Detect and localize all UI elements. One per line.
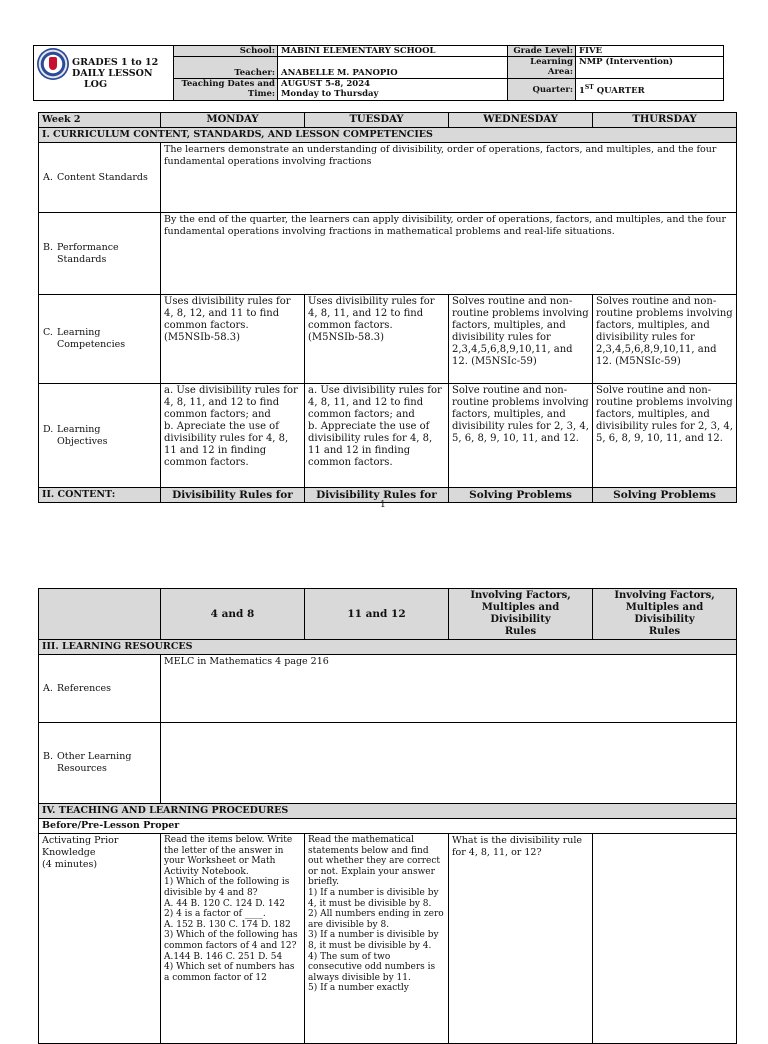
content-standards-label: [39, 143, 161, 213]
learning-competencies-label: [39, 295, 161, 384]
competency-wednesday: Solves routine and non-routine problems involving factors, multiples, and divisibility rules for 2,3,4,5,6,8,9,10,11, and 12. (M5NSIc-59): [449, 295, 593, 384]
content-wednesday: Solving Problems: [449, 488, 593, 503]
learning-objectives-label-line-1: Learning: [57, 423, 101, 435]
learning-competencies-label-line-1: Learning: [57, 327, 101, 338]
teacher-value: ANABELLE M. PANOPIO: [278, 57, 508, 79]
dll-title-line-3: LOG: [84, 79, 108, 90]
content-thursday: Solving Problems: [593, 488, 737, 503]
header-table: [33, 45, 724, 101]
content-tuesday: Divisibility Rules for: [305, 488, 449, 503]
lesson-table-page-2: [38, 588, 737, 1044]
grade-level-label: Grade Level:: [508, 46, 576, 57]
quarter-value: [576, 79, 724, 101]
teacher-label: Teacher:: [174, 57, 278, 79]
content-standards-text: The learners demonstrate an understanding of divisibility, order of operations, factors, and multiples, and the four fundamental operations involving fractions: [161, 143, 737, 213]
content-cont-thursday: Involving Factors, Multiples and Divisibility Rules: [593, 589, 737, 640]
learning-area-label-line-2: Area:: [547, 67, 573, 77]
performance-standards-label-line-2: Standards: [57, 253, 107, 265]
performance-standards-letter: B.: [43, 241, 54, 253]
learning-area-label: [508, 57, 576, 79]
references-label: [39, 655, 161, 723]
learning-competencies-letter: C.: [43, 327, 53, 338]
activating-tuesday: Read the mathematical statements below and find out whether they are correct or not. Explain your answer briefly. 1) If a number is divisible by 4, it must be divisible by 8. 2) All numbers ending in zero are divisible by 8. 3) If a number is divisible by 8, it must be divisible by 4. 4) The sum of two consecutive odd numbers is always divisible by 11. 5) If a number exactly: [305, 834, 449, 1044]
content-cont-wednesday: Involving Factors, Multiples and Divisibility Rules: [449, 589, 593, 640]
learning-competencies-label-line-2: Competencies: [57, 339, 126, 350]
quarter-label: Quarter:: [508, 79, 576, 101]
content-monday: Divisibility Rules for: [161, 488, 305, 503]
references-letter: A.: [43, 682, 53, 694]
other-resources-label: [39, 723, 161, 804]
quarter-suffix: ST: [584, 84, 594, 92]
other-resources-label-line-1: Other Learning: [57, 751, 132, 762]
learning-area-label-line-1: Learning: [530, 57, 573, 67]
performance-standards-label-line-1: Performance: [57, 241, 119, 253]
references-text: MELC in Mathematics 4 page 216: [161, 655, 737, 723]
school-value: MABINI ELEMENTARY SCHOOL: [278, 46, 508, 57]
section-learning-resources: III. LEARNING RESOURCES: [39, 640, 737, 655]
objective-wednesday: Solve routine and non-routine problems involving factors, multiples, and divisibility rules for 2, 3, 4, 5, 6, 8, 9, 10, 11, and 12.: [449, 384, 593, 488]
performance-standards-text: By the end of the quarter, the learners can apply divisibility, order of operations, factors, and multiples, and the four fundamental operations involving fractions in mathematical problems and real-life situations.: [161, 213, 737, 295]
content-cont-tuesday: 11 and 12: [305, 589, 449, 640]
learning-objectives-label: [39, 384, 161, 488]
competency-monday: Uses divisibility rules for 4, 8, 12, and 11 to find common factors. (M5NSIb-58.3): [161, 295, 305, 384]
dll-title-line-1: GRADES 1 to 12: [72, 57, 159, 68]
content-standards-letter: A.: [43, 171, 53, 183]
activating-thursday: [593, 834, 737, 1044]
activating-prior-knowledge-label: Activating Prior Knowledge (4 minutes): [39, 834, 161, 1044]
objective-thursday: Solve routine and non-routine problems involving factors, multiples, and divisibility rules for 2, 3, 4, 5, 6, 8, 9, 10, 11, and 12.: [593, 384, 737, 488]
competency-tuesday: Uses divisibility rules for 4, 8, 11, and 12 to find common factors. (M5NSIb-58.3): [305, 295, 449, 384]
other-resources-label-line-2: Resources: [57, 763, 107, 774]
content-cont-monday: 4 and 8: [161, 589, 305, 640]
day-monday: MONDAY: [161, 113, 305, 128]
week-label: Week 2: [39, 113, 161, 128]
section-curriculum-content: I. CURRICULUM CONTENT, STANDARDS, AND LESSON COMPETENCIES: [39, 128, 737, 143]
grade-level-value: FIVE: [576, 46, 724, 57]
day-wednesday: WEDNESDAY: [449, 113, 593, 128]
day-tuesday: TUESDAY: [305, 113, 449, 128]
quarter-number: 1: [579, 85, 585, 96]
dates-label-line-1: Teaching Dates and: [181, 79, 275, 89]
performance-standards-label: [39, 213, 161, 295]
dll-title-line-2: DAILY LESSON: [72, 68, 153, 79]
other-resources-text: [161, 723, 737, 804]
dates-value: [278, 79, 508, 101]
dates-value-line-1: AUGUST 5-8, 2024: [281, 79, 371, 89]
page-number: 1: [380, 500, 386, 510]
learning-objectives-label-line-2: Objectives: [57, 435, 108, 447]
learning-objectives-letter: D.: [43, 423, 54, 435]
activating-wednesday: What is the divisibility rule for 4, 8, 11, or 12?: [449, 834, 593, 1044]
content-standards-label-text: Content Standards: [57, 171, 148, 183]
subsection-before-pre-lesson: Before/Pre-Lesson Proper: [39, 819, 737, 834]
references-label-text: References: [57, 682, 112, 694]
dates-value-line-2: Monday to Thursday: [281, 89, 379, 99]
day-thursday: THURSDAY: [593, 113, 737, 128]
dates-label: [174, 79, 278, 101]
competency-thursday: Solves routine and non-routine problems involving factors, multiples, and divisibility rules for 2,3,4,5,6,8,9,10,11, and 12. (M5NSIc-59): [593, 295, 737, 384]
objective-monday: a. Use divisibility rules for 4, 8, 11, and 12 to find common factors; and b. Apreciate the use of divisibility rules for 4, 8, 11 and 12 in finding common factors.: [161, 384, 305, 488]
content-label: II. CONTENT:: [39, 488, 161, 503]
content-continued-label: [39, 589, 161, 640]
dates-label-line-2: Time:: [247, 89, 275, 99]
lesson-table-page-1: [38, 112, 737, 503]
section-teaching-procedures: IV. TEACHING AND LEARNING PROCEDURES: [39, 804, 737, 819]
school-label: School:: [174, 46, 278, 57]
other-resources-letter: B.: [43, 751, 54, 762]
activating-monday: Read the items below. Write the letter of the answer in your Worksheet or Math Activity Notebook. 1) Which of the following is divisible by 4 and 8? A. 44 B. 120 C. 124 D. 142 2) 4 is a factor of ____. A. 152 B. 130 C. 174 D. 182 3) Which of the following has common factors of 4 and 12? A.144 B. 146 C. 251 D. 54 4) Which set of numbers has a common factor of 12: [161, 834, 305, 1044]
learning-area-value: NMP (Intervention): [576, 57, 724, 79]
objective-tuesday: a. Use divisibility rules for 4, 8, 11, and 12 to find common factors; and b. Appreciate the use of divisibility rules for 4, 8, 11 and 12 in finding common factors.: [305, 384, 449, 488]
quarter-word: QUARTER: [593, 85, 645, 96]
